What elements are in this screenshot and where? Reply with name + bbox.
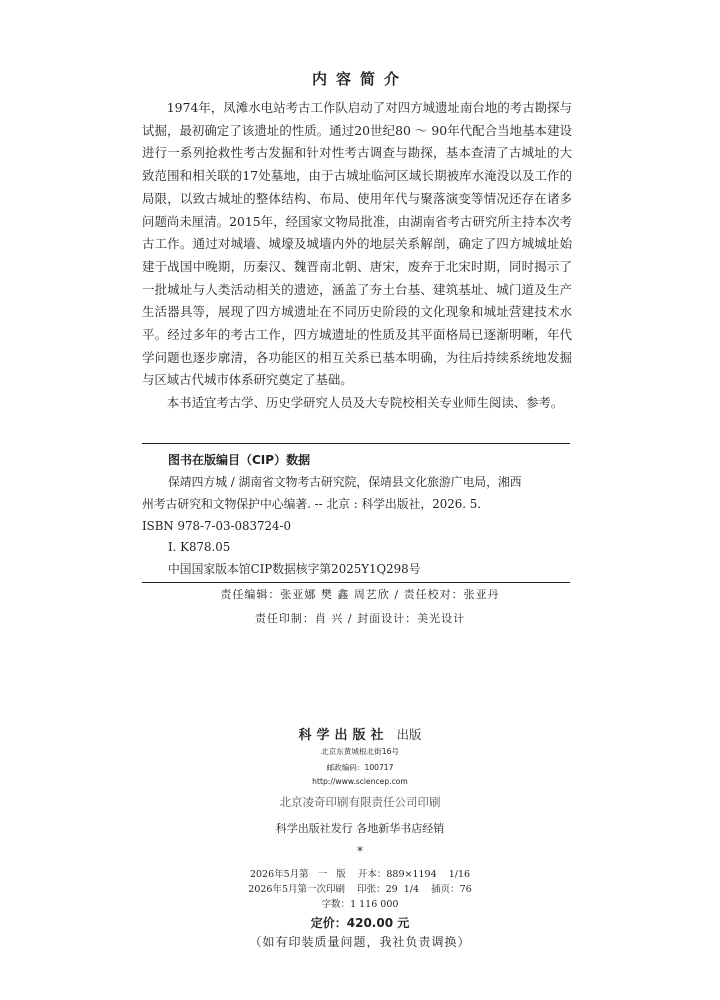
cip-classification: Ⅰ. K878.05 <box>168 540 231 555</box>
quality-note: （如有印装质量问题，我社负责调换） <box>249 935 471 949</box>
summary-body <box>142 97 572 415</box>
edition-spec: 2026年5月第 一 版 开本：889×1194 1/16 <box>249 869 471 880</box>
summary-paragraph: 1974年，凤滩水电站考古工作队启动了对四方城遗址南台地的考古勘探与试掘，最初确定了该遗址的性质。通过20世纪80 ～ 90年代配合当地基本建设进行一系列抢救性考古发掘和针对性考古调查与勘探，基本查清了古城址的大致范围和相关联的17处墓地，由于古城址临河区域长期被库水淹没以及工作的局限，以致古城址的整体结构、布局、使用年代与聚落演变等情况还存在诸多问题尚未厘清。2015年，经国家文物局批准，由湖南省考古研究所主持本次考古工作。通过对城墙、城壕及城墙内外的地层关系解剖，确定了四方城城址始建于战国中晚期，历秦汉、魏晋南北朝、唐宋，废弃于北宋时期，同时揭示了一批城址与人类活动相关的遗迹，涵盖了夯土台基、建筑基址、城门道及生产生活器具等，展现了四方城遗址在不同历史阶段的文化现象和城址营建技术水平。经过多年的考古工作，四方城遗址的性质及其平面格局已逐渐明晰，年代学问题也逐步廓清，各功能区的相互关系已基本明确，为往后持续系统地发掘与区域古代城市体系研究奠定了基础。 <box>142 100 572 388</box>
cip-bibliographic-line: 保靖四方城 / 湖南省文物考古研究院，保靖县文化旅游广电局，湘西 <box>168 475 522 489</box>
publisher-logotype: 科学出版社 <box>298 728 389 743</box>
word-count: 字数：1 116 000 <box>321 899 399 910</box>
cip-block <box>142 472 570 581</box>
summary-paragraph: 本书适宜考古学、历史学研究人员及大专院校相关专业师生阅读、参考。 <box>166 395 564 411</box>
publisher-suffix: 出版 <box>396 727 422 742</box>
price-label: 定价：420.00 元 <box>310 916 410 930</box>
separator-star: * <box>357 844 363 858</box>
production-credits: 责任印制：肖 兴 / 封面设计：美光设计 <box>254 612 466 625</box>
cip-top-rule <box>142 443 570 444</box>
distribution-line: 科学出版社发行 各地新华书店经销 <box>275 822 445 835</box>
publisher-url: http://www.sciencep.com <box>312 777 408 786</box>
publisher-address: 北京东黄城根北街16号 <box>320 747 399 756</box>
printer-line: 北京凌奇印刷有限责任公司印刷 <box>279 795 441 809</box>
cip-bottom-rule <box>142 582 570 583</box>
cip-record-number: 中国国家版本馆CIP数据核字第2025Y1Q298号 <box>168 562 421 577</box>
publisher-postcode: 邮政编码：100717 <box>326 763 394 772</box>
printing-spec: 2026年5月第一次印刷 印张：29 1/4 插页：76 <box>248 884 472 895</box>
cip-heading: 图书在版编目（CIP）数据 <box>168 453 311 467</box>
summary-title: 内容简介 <box>311 70 408 88</box>
cip-isbn: ISBN 978-7-03-083724-0 <box>142 518 291 533</box>
publisher-imprint <box>0 724 720 743</box>
editorial-credits: 责任编辑：张亚娜 樊 鑫 周艺欣 / 责任校对：张亚丹 <box>220 588 500 601</box>
cip-bibliographic-line: 州考古研究和文物保护中心编著. -- 北京 : 科学出版社，2026. 5. <box>142 496 482 511</box>
